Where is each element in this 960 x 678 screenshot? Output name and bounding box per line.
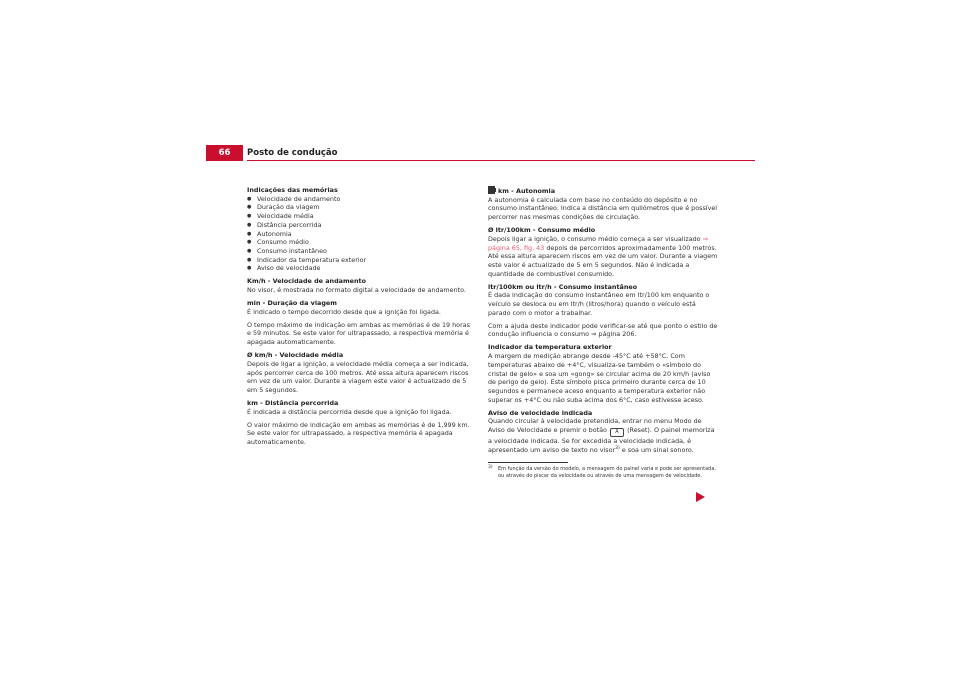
avg-speed-heading: Ø km/h - Velocidade média bbox=[247, 351, 344, 360]
fuel-pump-icon bbox=[488, 186, 495, 194]
next-page-arrow-icon[interactable] bbox=[696, 492, 705, 502]
figure-reference-link[interactable]: ⇒ página 65, fig. 43 bbox=[488, 234, 708, 252]
speed-text: No visor, é mostrada no formato digital a velocidade de andamento. bbox=[247, 286, 466, 295]
speed-warning-text-c: e soa um sinal sonoro. bbox=[621, 445, 694, 454]
temperature-heading: Indicador da temperatura exterior bbox=[488, 343, 612, 352]
footnote-text: Em função da versão do modelo, a mensagem do painel varia e pode ser apresentada, ou através do piscar da velocidade ou através de uma mensagem de velocidade. bbox=[498, 466, 717, 479]
speed-warning-text-a: Quando circular à velocidade pretendida, entrar no menu Modo de Aviso de Velocidade e premir o botão bbox=[488, 417, 702, 435]
memory-list-item: ● Autonomia bbox=[247, 230, 475, 239]
range-heading: km - Autonomia bbox=[498, 187, 556, 195]
memory-list-item: ● Velocidade de andamento bbox=[247, 195, 475, 204]
footnote-divider bbox=[488, 462, 568, 463]
distance-text-1: É indicada a distância percorrida desde que a ignição foi ligada. bbox=[247, 407, 452, 416]
left-column bbox=[247, 186, 475, 451]
speed-warning-heading: Aviso de velocidade indicada bbox=[488, 408, 593, 417]
reset-key-icon: A bbox=[610, 428, 624, 437]
distance-text-2: O valor máximo de indicação em ambas as memórias é de 1,999 km. Se este valor for ultrapassado, a respectiva memória é apagada automaticamente. bbox=[247, 420, 470, 447]
avg-consumption-heading: Ø ltr/100km - Consumo médio bbox=[488, 226, 596, 235]
memory-list-item: ● Indicador da temperatura exterior bbox=[247, 256, 475, 265]
footnote-mark: 3) bbox=[488, 465, 493, 471]
duration-text-2: O tempo máximo de indicação em ambas as memórias é de 19 horas e 59 minutos. Se este valor for ultrapassado, a respectiva memória é apagada automaticamente. bbox=[247, 320, 470, 347]
speed-warning-text bbox=[488, 417, 718, 454]
range-text: A autonomia é calculada com base no conteúdo do depósito e no consumo instantâneo. Indica a distância em quilómetros que é possível percorrer nas mesmas condições de circulação. bbox=[488, 195, 718, 222]
distance-heading: km - Distância percorrida bbox=[247, 398, 339, 407]
instant-consumption-heading: ltr/100km ou ltr/h - Consumo instantâneo bbox=[488, 282, 638, 291]
duration-heading: min - Duração da viagem bbox=[247, 299, 337, 308]
footnote bbox=[488, 466, 718, 479]
speed-warning-text-b: (Reset). O painel memoriza a velocidade indicada. Se for excedida a velocidade indicada, é apresentado um aviso de texto no visor bbox=[488, 426, 715, 454]
duration-text-1: É indicado o tempo decorrido desde que a ignição foi ligada. bbox=[247, 307, 441, 316]
page-title: Posto de condução bbox=[247, 148, 338, 158]
memory-list-item: ● Duração da viagem bbox=[247, 203, 475, 212]
memory-list-item: ● Distância percorrida bbox=[247, 221, 475, 230]
memory-list-item: ● Velocidade média bbox=[247, 212, 475, 221]
avg-consumption-text-b: depois de percorridos aproximadamente 100 metros. Até essa altura aparecem riscos em vez de um valor. Durante a viagem este valor é actualizado de 5 em 5 segundos. Não é indicada a quantidade de combustível consumido. bbox=[488, 243, 718, 278]
instant-consumption-text-2: Com a ajuda deste indicador pode verificar-se até que ponto o estilo de condução influencia o consumo ⇒ página 206. bbox=[488, 321, 718, 339]
memory-list-item: ● Aviso de velocidade bbox=[247, 264, 475, 273]
speed-heading: Km/h - Velocidade de andamento bbox=[247, 277, 366, 286]
avg-consumption-text-a: Depois ligar a ignição, o consumo médio começa a ser visualizado bbox=[488, 234, 701, 243]
memory-heading: Indicações das memórias bbox=[247, 186, 338, 194]
avg-speed-text: Depois de ligar a ignição, a velocidade média começa a ser indicada, após percorrer cerca de 100 metros. Até essa altura aparecem riscos em vez de um valor. Durante a viagem este valor é actualizado de 5 em 5 segundos. bbox=[247, 359, 469, 394]
instant-consumption-text-1: É dada indicação do consumo instantâneo em ltr/100 km enquanto o veículo se desloca ou em ltr/h (litros/hora) quando o veículo está parado com o motor a trabalhar. bbox=[488, 291, 710, 317]
avg-consumption-text bbox=[488, 235, 718, 279]
memory-list-item: ● Consumo médio bbox=[247, 238, 475, 247]
page-number: 66 bbox=[218, 148, 231, 158]
temperature-text: A margem de medição abrange desde -45°C até +58°C. Com temperaturas abaixo de +4°C, visualiza-se também o «símbolo do cristal de gelo» e soa um «gong» se circular acima de 20 km/h (aviso de perigo de gelo). Este símbolo pisca primeiro durante cerca de 10 segundos e permanece aceso enquanto a temperatura exterior não superar os +4°C ou não suba acima dos 6°C, caso estivesse aceso. bbox=[488, 352, 711, 404]
memory-list-item: ● Consumo instantâneo bbox=[247, 247, 475, 256]
page-number-badge bbox=[206, 145, 243, 161]
header-divider bbox=[247, 160, 755, 161]
footnote-reference: 3) bbox=[615, 445, 620, 451]
range-heading-line bbox=[488, 186, 718, 196]
right-column bbox=[488, 186, 718, 479]
memory-list bbox=[247, 195, 475, 273]
